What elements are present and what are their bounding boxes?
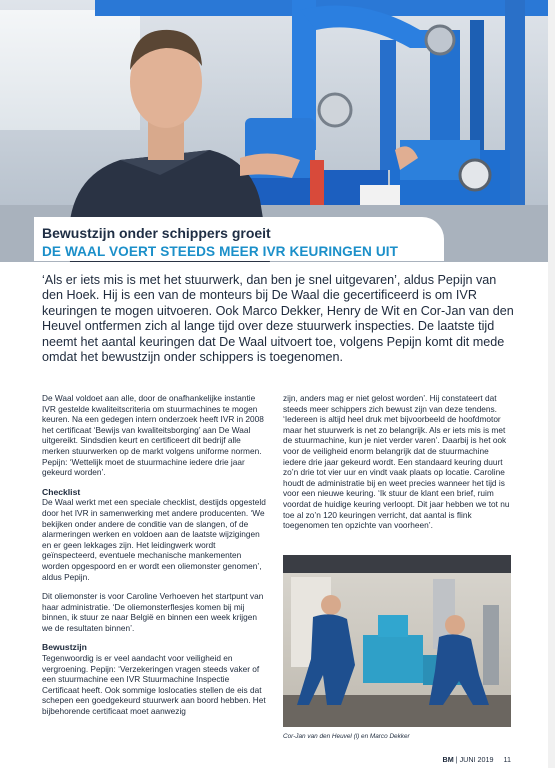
article-kicker: Bewustzijn onder schippers groeit	[42, 225, 271, 241]
subheading-checklist: Checklist	[42, 486, 81, 497]
workshop-photo	[283, 555, 511, 727]
paragraph: zijn, anders mag er niet gelost worden’. Hij constateert dat steeds meer schippers zich bewust zijn van deze tendens. ‘Iedereen is altijd heel druk met bijvoorbeeld de hoofdmotor maar het stuurwerk is net zo belangrijk. Als er iets mis is met de stuurmachine, kun je niet verder varen’. Daarbij is het ook voor de veiligheid enorm belangrijk dat de stuurmachine iedere drie jaar gekeurd wordt. Een standaard keuring duurt zo’n drie tot vier uur en vindt vaak plaats op locatie. Caroline houdt de administratie bij en weet precies wanneer het tijd is voor een nieuwe keuring. ‘Ik stuur de klant een brief, ruim voordat de huidige keuring verloopt. Dit jaar hebben we tot nu toe al zo’n 120 keuringen verricht, dat aantal is flink toegenomen ten opzichte van voorheen’.	[283, 393, 510, 531]
article-lead: ‘Als er iets mis is met het stuurwerk, dan ben je snel uitgevaren’, aldus Pepijn van den Hoek. Hij is een van de monteurs bij De Waal die gecertificeerd is om IVR keuringen te mogen uitvoeren. Ook Marco Dekker, Henry de Wit en Cor-Jan van den Heuvel ontfermen zich al lange tijd over deze stuurwerk inspecties. De laatste tijd neemt het aantal keuringen dat De Waal uitvoert toe, volgens Pepijn komt dit mede omdat het bewustzijn onder schippers is toegenomen.	[42, 273, 514, 365]
paragraph: De Waal voldoet aan alle, door de onafhankelijke instantie IVR gestelde kwaliteitscriteria om stuurmachines te mogen keuren. Na een gedegen intern onderzoek heeft IVR in 2008 het certificaat ‘Bewijs van kwaliteitsborging’ aan De Waal uitgereikt. Sindsdien keurt en certificeert dit bedrijf alle merken stuurwerken op de markt volgens uniforme normen. Pepijn: ‘Wettelijk moet de stuurmachine iedere drie jaar gekeurd worden’.	[42, 393, 264, 478]
title-box	[34, 217, 444, 261]
right-column	[283, 393, 511, 540]
article-headline: DE WAAL VOERT STEEDS MEER IVR KEURINGEN UIT	[42, 244, 399, 259]
paragraph: Tegenwoordig is er veel aandacht voor veiligheid en vergroening. Pepijn: ‘Verzekeringen vragen steeds vaker of een stuurmachine een IVR Stuurmachine Inspectie Certificaat heeft. Ook sommige loslocaties stellen de eis dat schepen een goedgekeurd stuurwerk aan boord hebben. Het bijbehorende certificaat moet aanwezig	[42, 653, 266, 717]
page-number: 11	[503, 755, 511, 764]
page-footer: BM | JUNI 2019 11	[442, 755, 511, 764]
workshop-illustration	[283, 555, 511, 727]
page-edge	[548, 0, 555, 768]
paragraph: Dit oliemonster is voor Caroline Verhoeven het startpunt van haar administratie. ‘De oliemonsterflesjes komen bij mij binnen, ik stuur ze naar België en binnen een week krijgen we de resultaten binnen’.	[42, 591, 264, 633]
subheading-bewustzijn: Bewustzijn	[42, 642, 87, 653]
left-column	[42, 393, 267, 726]
magazine-name: BM	[442, 755, 454, 764]
paragraph: De Waal werkt met een speciale checklist, destijds opgesteld door het IVR in samenwerking met andere producenten. ‘We bekijken onder andere de conditie van de slangen, of de alarmeringen werken en voldoen aan de laatste wijzigingen en er geen lekkages zijn. Het leidingwerk wordt geïnspecteerd, eventuele mechanische mankementen worden opgespoord en er wordt een oliemonster genomen’, aldus Pepijn.	[42, 497, 266, 582]
issue-date: JUNI 2019	[459, 755, 494, 764]
photo-caption: Cor-Jan van den Heuvel (l) en Marco Dekker	[283, 733, 410, 740]
